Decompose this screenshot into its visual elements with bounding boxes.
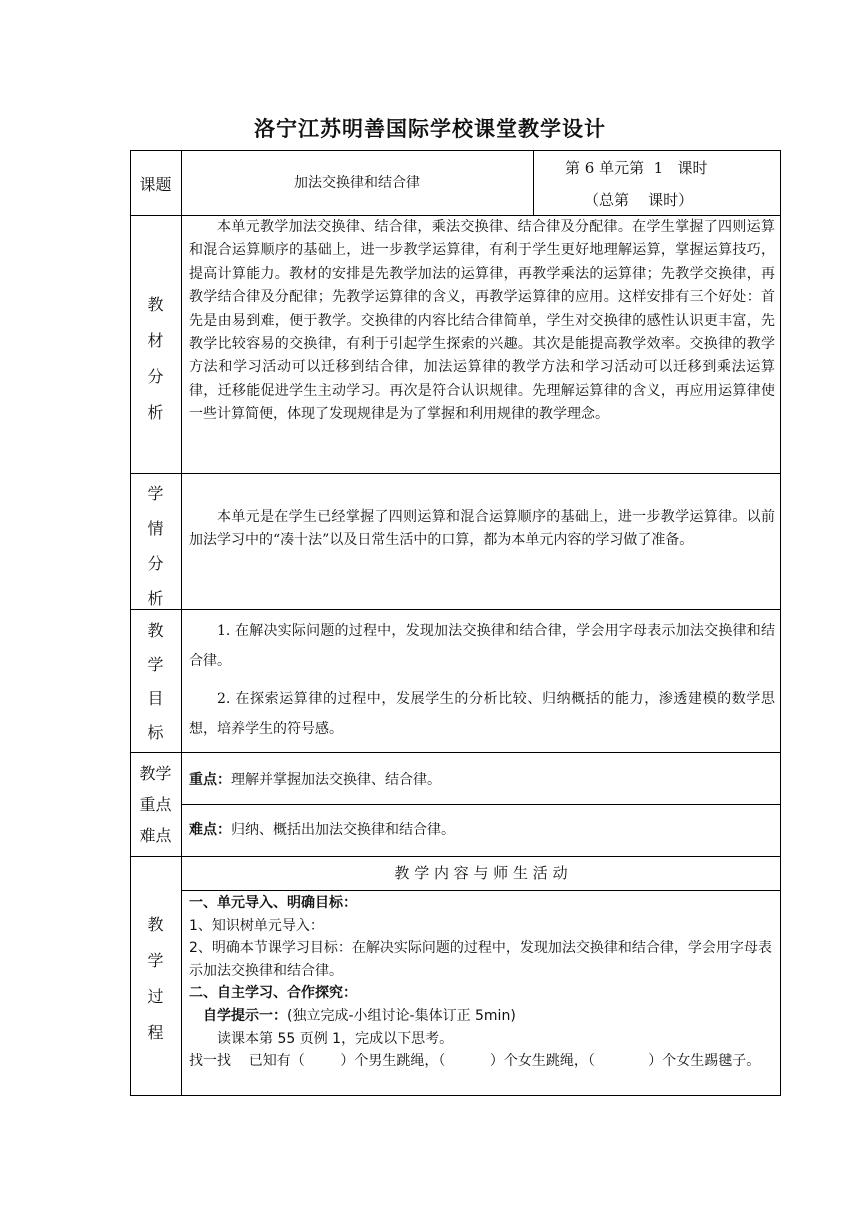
process-content (189, 892, 775, 1073)
process-line: 2、明确本节课学习目标：在解决实际问题的过程中，发现加法交换律和结合律，学会用字母表示加法交换律和结合律。 (189, 940, 772, 979)
student-analysis-label: 学 情 分 析 (147, 484, 164, 608)
row-divider (181, 804, 781, 805)
objective-item: 2. 在探索运算律的过程中，发展学生的分析比较、归纳概括的能力，渗透建模的数学思想，培养学生的符号感。 (189, 691, 775, 737)
process-label: 教 学 过 程 (147, 915, 164, 1042)
topic-column-divider (533, 150, 534, 215)
row-divider (130, 473, 781, 474)
row-divider (181, 890, 781, 891)
key-points-label: 教学 重点 难点 (139, 764, 172, 845)
row-divider (130, 752, 781, 753)
objectives-list (189, 616, 775, 744)
row-divider (130, 609, 781, 610)
hint-line: 自学提示一：(独立完成-小组讨论-集体订正 5min) (203, 1007, 516, 1024)
unit-lesson-number: 第 6 单元第 1 课时 (565, 159, 708, 177)
section-title: 二、自主学习、合作探究： (189, 985, 357, 1002)
topic-label: 课题 (139, 175, 172, 194)
process-line: 1、知识树单元导入： (189, 917, 324, 934)
total-lesson-number: （总第 课时） (584, 191, 694, 209)
process-header: 教 学 内 容 与 师 生 活 动 (394, 864, 568, 882)
lesson-topic: 加法交换律和结合律 (294, 175, 420, 191)
objective-item: 1. 在解决实际问题的过程中，发现加法交换律和结合律，学会用字母表示加法交换律和结合律。 (189, 623, 775, 669)
material-analysis-label: 教 材 分 析 (147, 295, 164, 422)
key-point: 重点：理解并掌握加法交换律、结合律。 (189, 772, 441, 788)
process-line: 读课本第 55 页例 1，完成以下思考。 (217, 1030, 454, 1047)
difficult-point: 难点：归纳、概括出加法交换律和结合律。 (189, 822, 455, 838)
page-title: 洛宁江苏明善国际学校课堂教学设计 (254, 117, 606, 141)
section-title: 一、单元导入、明确目标： (189, 895, 357, 911)
student-analysis-text: 本单元是在学生已经掌握了四则运算和混合运算顺序的基础上，进一步教学运算律。以前加法学习中的“凑十法”以及日常生活中的口算，都为本单元内容的学习做了准备。 (189, 509, 775, 549)
objectives-label: 教 学 目 标 (147, 621, 164, 742)
label-column-divider (181, 150, 182, 1096)
material-analysis-text: 本单元教学加法交换律、结合律，乘法交换律、结合律及分配律。在学生掌握了四则运算和混合运算顺序的基础上，进一步教学运算律，有利于学生更好地理解运算，掌握运算技巧，提高计算能力。教材的安排是先教学加法的运算律，再教学乘法的运算律；先教学交换律，再教学结合律及分配律；先教学运算律的含义，再教学运算律的应用。这样安排有三个好处：首先是由易到难，便于教学。交换律的内容比结合律简单，学生对交换律的感性认识更丰富，先教学比较容易的交换律，有利于引起学生探索的兴趣。其次是能提高教学效率。交换律的教学方法和学习活动可以迁移到结合律，加法运算律的教学方法和学习活动可以迁移到乘法运算律，迁移能促进学生主动学习。再次是符合认识规律。先理解运算律的含义，再应用运算律使一些计算简便，体现了发现规律是为了掌握和利用规律的教学理念。 (189, 219, 775, 423)
process-line: 找一找 已知有（ ）个男生跳绳，（ ）个女生跳绳，（ ）个女生踢毽子。 (189, 1053, 761, 1070)
row-divider (130, 856, 781, 857)
